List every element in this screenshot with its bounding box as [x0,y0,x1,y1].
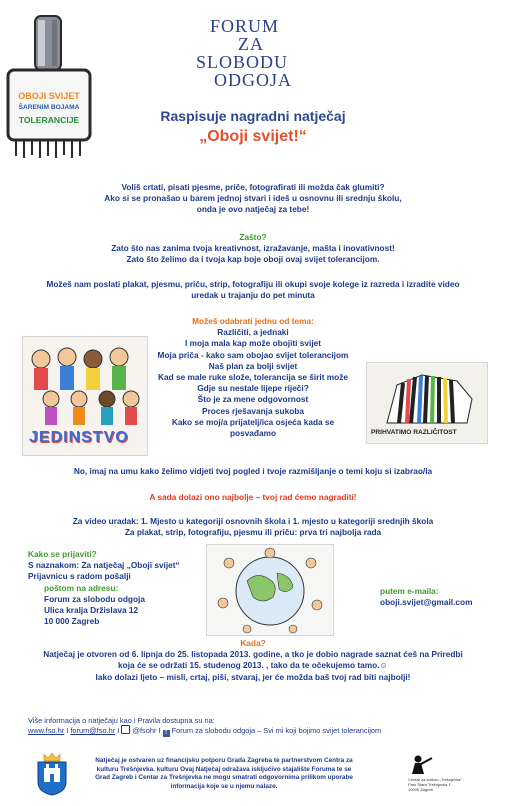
topic-item: Kad se male ruke slože, tolerancija se širit može [158,372,348,383]
what-line: Možeš nam poslati plakat, pjesmu, priču, strip, fotografiju ili okupi svoje kolege iz razreda i izradite video [46,279,460,289]
email-block [380,586,500,608]
fso-logo-word-3: SLOBODU [196,52,289,72]
drawing-word-left: JEDINSTVO [29,429,129,446]
links-row [28,725,488,737]
topic-item: Različiti, a jednaki [217,327,289,338]
award-line: Za video uradak: 1. Mjesto u kategoriji osnovnih škola i 1. mjesto u kategoriji srednjih škola [72,516,434,526]
logo-line-1: OBOJI SVIJET [18,91,80,101]
what-line: uredak u trajanju do pet minuta [191,290,315,301]
intro-line: onda je ovo natječaj za tebe! [196,204,310,215]
topic-item: Moja priča - kako sam obojao svijet tolerancijom [157,349,349,360]
address-line: Ulica kralja Držislava 12 [44,605,139,616]
apply-block [28,549,228,627]
when-line: Iako dolazi ljeto – misli, crtaj, piši, stvaraj, jer će možda baš tvoj rad biti najbolji! [95,671,411,682]
heading-line-2: „Oboji svijet!“ [199,128,307,145]
apply-line: Prijavnicu s radom pošalji [28,571,131,582]
topic-item: posvađamo [229,428,277,439]
disclaimer-line: informacija koje se u njemu nalaze. [170,782,278,790]
zebra-drawing-image [366,362,488,444]
why-line: Zato što nas zanima tvoja kreativnost, izražavanje, mašta i inovativnost! [111,243,395,254]
topic-item: Proces rješavanja sukoba [202,405,304,416]
separator: I [158,726,161,736]
zagreb-coat-of-arms-icon [36,752,68,796]
partner-figure-icon [408,754,438,776]
heading-line-1: Raspisuje nagradni natječaj [160,108,346,124]
when-line: koja će se održati 15. studenog 2013. , tako da te očekujemo tamo.☺ [118,660,388,671]
fso-logo-word-1: FORUM [210,16,280,36]
topic-item: Kako se moj/a prijatelj/ica osjeća kada se [171,416,335,427]
facebook-icon: f [163,730,170,737]
topic-item: Gdje su nestale lijepe riječi? [197,383,309,394]
disclaimer-block [74,757,374,791]
footer-info [28,716,488,737]
when-block [0,638,506,683]
separator: I [117,726,120,736]
disclaimer-line: Grad Zagreb i Centar za Trešnjevka ne mogu smatrati odgovornima prilikom uporabe [95,774,353,782]
when-line: Natječaj je otvoren od 6. lipnja do 25. listopada 2013. godine, a tko je dobio nagrade saznat ćeš na Priredbi [43,649,463,660]
email-link[interactable]: forum@fso.hr [70,726,116,736]
fso-logo [194,10,322,92]
why-block [0,232,506,266]
logo-line-3: TOLERANCIJE [18,115,80,125]
intro-block [0,182,506,216]
twitter-handle[interactable]: @fsohr [132,726,157,736]
logo-line-2: ŠARENIM BOJAMA [18,104,80,111]
disclaimer-line: Natječaj je ostvaren uz financijsku potporu Grada Zagreba te partnerstvom Centra za [95,757,353,764]
awards-block [0,516,506,538]
apply-title: Kako se prijaviti? [28,549,97,559]
intro-line: Ako si se pronašao u barem jednoj stvari i ideš u osnovnu ili srednju školu, [104,193,402,204]
topics-block [150,316,356,439]
award-line: Za plakat, strip, fotografiju, pjesmu ili priču: prva tri najbolja rada [124,527,382,538]
topic-item: I moja mala kap može obojiti svijet [184,338,321,349]
why-title: Zašto? [239,232,267,242]
twitter-icon [121,725,130,734]
globe-children-illustration [207,545,333,635]
when-title: Kada? [240,638,266,648]
intro-line: Voliš crtati, pisati pjesme, priče, fotografirati ili možda čak glumiti? [121,182,385,192]
fso-logo-word-2: ZA [238,34,264,54]
address-line: Forum za slobodu odgoja [44,593,145,604]
email-address[interactable]: oboji.svijet@gmail.com [380,597,473,608]
disclaimer-line: kulturu Trešnjevka. kulturu Ovaj Natječaj odražava isključivo stajalište Foruma te se [96,765,352,773]
partner-address: Park Stara Trešnjevka 1 [408,782,451,787]
partner-city: 10000 Zagreb [408,787,433,792]
partner-name: Centar za kulturu „Trešnjevka“ [408,777,462,782]
topics-title: Možeš odabrati jednu od tema: [192,316,314,326]
note-line: No, imaj na umu kako želimo vidjeti tvoj pogled i tvoje razmišljanje o temi koju si izabrao/la [73,466,433,476]
email-title: putem e-maila: [380,586,439,596]
what-block [0,279,506,301]
separator: I [66,726,69,736]
apply-line: S naznakom: Za natječaj „Oboji svijet“ [28,560,180,571]
fso-logo-word-4: ODGOJA [214,70,292,90]
post-title: poštom na adresu: [44,582,119,593]
website-link[interactable]: www.fso.hr [28,726,65,736]
address-line: 10 000 Zagreb [44,616,100,627]
drawing-word-right: PRIHVATIMO RAZLIČITOST [371,429,457,436]
why-line: Zato što želimo da i tvoja kap boje oboji ovaj svijet tolerancijom. [126,254,380,265]
world-drawing-image [206,544,334,636]
topic-item: Što je za mene odgovornost [197,394,309,405]
info-line: Više informacija o natječaju kao i Pravila dostupna su na: [28,716,215,725]
best-line: A sada dolazi ono najbolje – tvoj rad ćemo nagraditi! [149,492,357,502]
children-drawing-image [22,336,148,456]
topic-item: Naš plan za bolji svijet [208,360,298,371]
facebook-page[interactable]: Forum za slobodu odgoja – Svi mi koji bojimo svijet tolerancijom [171,726,382,736]
partner-logo [404,754,484,794]
